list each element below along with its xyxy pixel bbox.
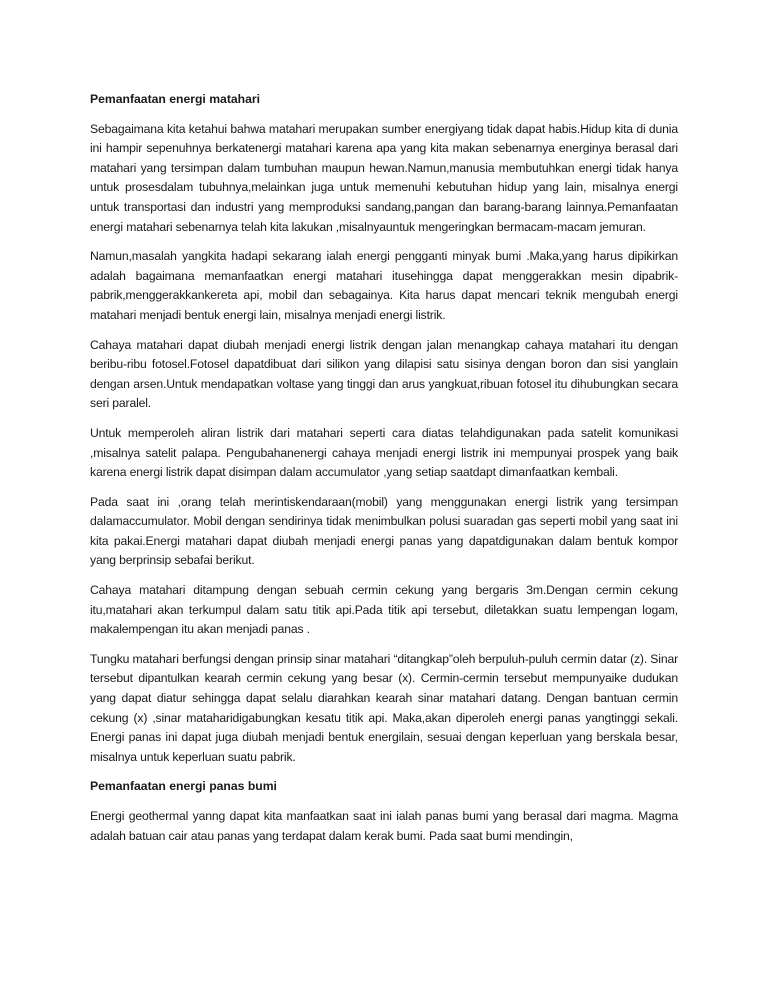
paragraph: Namun,masalah yangkita hadapi sekarang ialah energi pengganti minyak bumi .Maka,yang harus dipikirkan adalah bagaimana memanfaatkan energi matahari itusehingga dapat menggerakkan mesin dipabrik-pabrik,menggerakkankereta api, mobil dan sebagainya. Kita harus dapat mencari teknik mengubah energi matahari menjadi bentuk energi lain, misalnya menjadi energi listrik. bbox=[90, 249, 678, 322]
paragraph: Cahaya matahari dapat diubah menjadi energi listrik dengan jalan menangkap cahaya matahari itu dengan beribu-ribu fotosel.Fotosel dapatdibuat dari silikon yang dilapisi satu sisinya dengan boron dan sisi yanglain dengan arsen.Untuk mendapatkan voltase yang tinggi dan arus yangkuat,ribuan fotosel itu dihubungkan secara seri paralel. bbox=[90, 337, 678, 411]
paragraph: Untuk memperoleh aliran listrik dari matahari seperti cara diatas telahdigunakan pada satelit komunikasi ,misalnya satelit palapa. Pengubahanenergi cahaya menjadi energi listrik ini mempunyai prospek yang baik karena energi listrik dapat disimpan dalam accumulator ,yang setiap saatdapt dimanfaatkan kembali. bbox=[90, 425, 678, 480]
paragraph: Pada saat ini ,orang telah merintiskendaraan(mobil) yang menggunakan energi listrik yang tersimpan dalamaccumulator. Mobil dengan sendirinya tidak menimbulkan polusi suaradan gas seperti mobil yang saat ini kita pakai.Energi matahari dapat diubah menjadi energi panas yang dapatdigunakan dalam bentuk kompor yang berprinsip sebafai berikut. bbox=[90, 494, 678, 568]
section-heading: Pemanfaatan energi matahari bbox=[90, 92, 261, 106]
section-solar-energy bbox=[90, 90, 678, 767]
paragraph: Sebagaimana kita ketahui bahwa matahari merupakan sumber energiyang tidak dapat habis.Hidup kita di dunia ini hampir sepenuhnya berkatenergi matahari karena apa yang kita makan sebenarnya energinya berasal dari matahari yang tersimpan dalam tumbuhan maupun hewan.Namun,manusia membutuhkan energi tidak hanya untuk prosesdalam tubuhnya,melainkan juga untuk memenuhi kebutuhan hidup yang lain, misalnya energi untuk transportasi dan industri yang memproduksi sandang,pangan dan barang-barang lainnya.Pemanfaatan energi matahari sebenarnya telah kita lakukan ,misalnyauntuk mengeringkan bermacam-macam jemuran. bbox=[90, 121, 678, 234]
document-page bbox=[90, 90, 678, 856]
paragraph: Tungku matahari berfungsi dengan prinsip sinar matahari “ditangkap”oleh berpuluh-puluh cermin datar (z). Sinar tersebut dipantulkan kearah cermin cekung yang besar (x). Cermin-cermin tersebut mempunyaike dudukan yang dapat diatur sehingga dapat selalu diarahkan kearah sinar matahari datang. Dengan bantuan cermin cekung (x) ,sinar mataharidigabungkan kesatu titik api. Maka,akan diperoleh energi panas yangtinggi sekali. Energi panas ini dapat juga diubah menjadi bentuk energilain, sesuai dengan keperluan yang berskala besar, misalnya untuk keperluan suatu pabrik. bbox=[90, 651, 679, 764]
paragraph: Energi geothermal yanng dapat kita manfaatkan saat ini ialah panas bumi yang berasal dari magma. Magma adalah batuan cair atau panas yang terdapat dalam kerak bumi. Pada saat bumi mendingin, bbox=[90, 809, 678, 843]
section-geothermal-energy bbox=[90, 777, 678, 846]
paragraph: Cahaya matahari ditampung dengan sebuah cermin cekung yang bergaris 3m.Dengan cermin cekung itu,matahari akan terkumpul dalam satu titik api.Pada titik api tersebut, diletakkan suatu lempengan logam, makalempengan itu akan menjadi panas . bbox=[90, 583, 678, 637]
section-heading: Pemanfaatan energi panas bumi bbox=[90, 779, 277, 794]
